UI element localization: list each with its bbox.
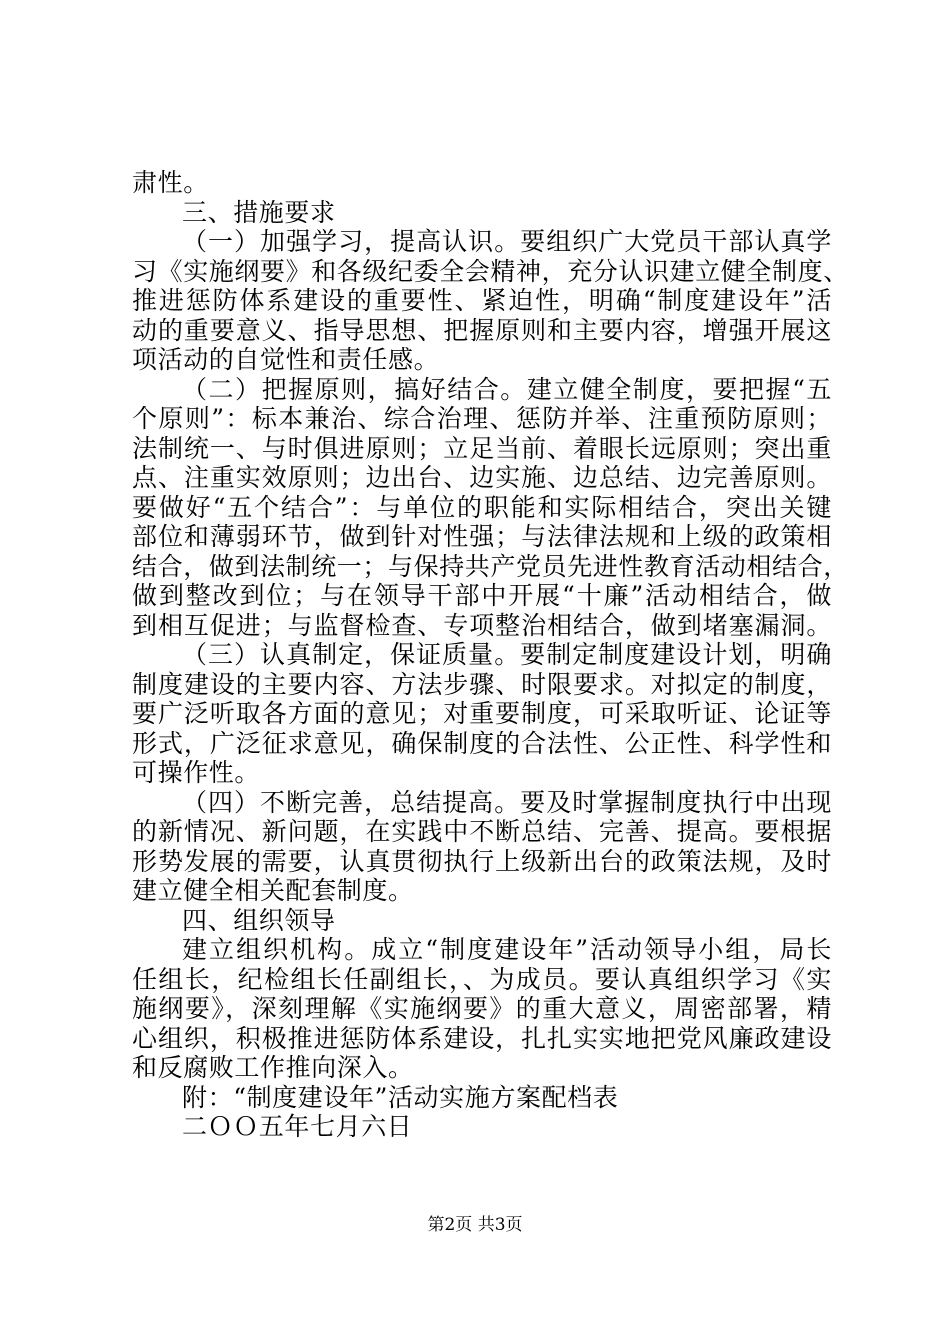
- text-line: 要做好“五个结合”：与单位的职能和实际相结合，突出关键: [132, 492, 832, 522]
- section-heading: 三、措施要求: [182, 197, 336, 227]
- text-line: 肃性。: [132, 168, 209, 197]
- text-line: 点、注重实效原则；边出台、边实施、边总结、边完善原则。: [132, 463, 832, 492]
- text-line: 和反腐败工作推向深入。: [132, 1053, 414, 1082]
- text-line: 的新情况、新问题，在实践中不断总结、完善、提高。要根据: [132, 817, 832, 846]
- attachment-line: 附：“制度建设年”活动实施方案配档表: [182, 1082, 619, 1112]
- page-footer: 第2页 共3页: [427, 1215, 523, 1235]
- text-line: 个原则”：标本兼治、综合治理、惩防并举、注重预防原则；: [132, 404, 832, 433]
- text-line: 施纲要》，深刻理解《实施纲要》的重大意义，周密部署，精: [132, 994, 832, 1023]
- text-line: （三）认真制定，保证质量。要制定制度建设计划，明确: [182, 640, 832, 669]
- text-line: 要广泛听取各方面的意见；对重要制度，可采取听证、论证等: [132, 699, 832, 728]
- section-heading: 四、组织领导: [182, 905, 336, 935]
- text-line: 结合，做到法制统一；与保持共产党员先进性教育活动相结合，: [132, 551, 849, 581]
- text-line: （二）把握原则，搞好结合。建立健全制度，要把握“五: [182, 374, 832, 404]
- text-line: 建立组织机构。成立“制度建设年”活动领导小组，局长: [182, 935, 832, 964]
- text-line: 推进惩防体系建设的重要性、紧迫性，明确“制度建设年”活: [132, 286, 832, 315]
- date-line: 二ＯＯ五年七月六日: [182, 1112, 413, 1141]
- text-line: 形势发展的需要，认真贯彻执行上级新出台的政策法规，及时: [132, 846, 832, 876]
- text-line: 法制统一、与时俱进原则；立足当前、着眼长远原则；突出重: [132, 433, 832, 463]
- text-line: 部位和薄弱环节，做到针对性强；与法律法规和上级的政策相: [132, 522, 832, 551]
- text-line: 到相互促进；与监督检查、专项整治相结合，做到堵塞漏洞。: [132, 610, 832, 640]
- text-line: （四）不断完善，总结提高。要及时掌握制度执行中出现: [182, 787, 832, 817]
- text-line: （一）加强学习，提高认识。要组织广大党员干部认真学: [182, 227, 832, 256]
- text-line: 形式，广泛征求意见，确保制度的合法性、公正性、科学性和: [132, 728, 832, 758]
- text-line: 建立健全相关配套制度。: [132, 876, 414, 905]
- text-line: 制度建设的主要内容、方法步骤、时限要求。对拟定的制度，: [132, 669, 832, 699]
- text-line: 任组长，纪检组长任副组长，、为成员。要认真组织学习《实: [132, 964, 832, 994]
- text-line: 项活动的自觉性和责任感。: [132, 345, 440, 374]
- text-line: 习《实施纲要》和各级纪委全会精神，充分认识建立健全制度、: [132, 256, 849, 286]
- text-line: 做到整改到位；与在领导干部中开展“十廉”活动相结合，做: [132, 581, 832, 610]
- text-line: 可操作性。: [132, 758, 261, 787]
- text-line: 动的重要意义、指导思想、把握原则和主要内容，增强开展这: [132, 315, 832, 345]
- text-line: 心组织，积极推进惩防体系建设，扎扎实实地把党风廉政建设: [132, 1023, 832, 1053]
